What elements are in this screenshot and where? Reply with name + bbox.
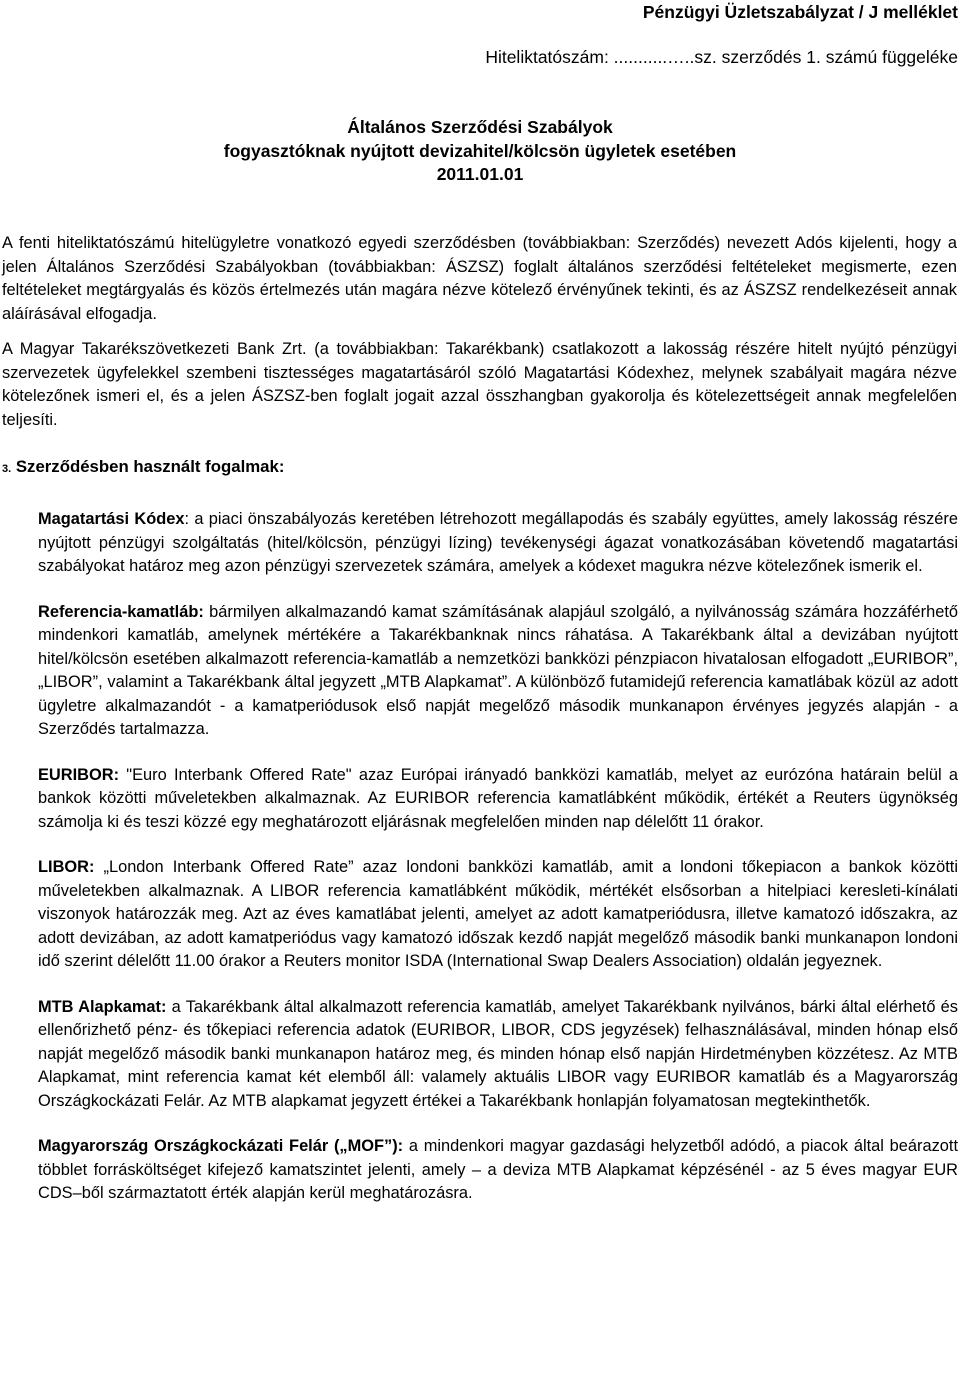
definition-item — [38, 996, 958, 1114]
definition-text: : a piaci önszabályozás keretében létrehozott megállapodás és szabály együttes, amely lakosság részére nyújtott pénzügyi szolgáltatás (hitel/kölcsön, pénzügyi lízing) tevékenységi ágazat vonatkozásában követendő magatartási szabályokat határoz meg azon pénzügyi szervezetek számára, amelyek a kódexet magukra nézve kötelezőnek ismerik el. — [38, 510, 958, 575]
section-heading — [2, 457, 284, 477]
definition-text: "Euro Interbank Offered Rate" azaz Európai irányadó bankközi kamatláb, melyet az eurózóna határain belül a bankok közötti műveletekben alkalmaznak. Az EURIBOR referencia kamatlábként működik, értékét a Reuters ügynökség számolja ki és teszi közzé egy meghatározott eljárásnak megfelelően minden nap délelőtt 11 órakor. — [38, 765, 958, 831]
title-line-2: fogyasztóknak nyújtott devizahitel/kölcsön ügyletek esetében — [223, 140, 737, 161]
title-line-1: Általános Szerződési Szabályok — [347, 117, 613, 137]
definition-text: „London Interbank Offered Rate” azaz londoni bankközi kamatláb, amit a londoni tőkepiacon a bankok közötti műveletekben alkalmaznak. A LIBOR referencia kamatlábként működik, mértékét elsősorban a hitelpiaci keresleti-kínálati viszonyok határozzák meg. Azt az éves kamatlábat jelenti, amelyet az adott kamatperiódusra, illetve kamatozó időszakra, az adott devizában, az adott kamatperiódus vagy kamatozó időszak kezdő napját megelőző második banki munkanapon londoni idő szerint délelőtt 11.00 órakor a Reuters monitor ISDA (International Swap Dealers Association) oldalán jegyeznek. — [38, 858, 958, 970]
definition-term: LIBOR: — [38, 858, 95, 876]
section-title: Szerződésben használt fogalmak: — [15, 457, 285, 476]
document-title-block — [0, 116, 960, 187]
definition-term: Magatartási Kódex — [38, 510, 185, 528]
definition-item — [38, 508, 958, 579]
intro-paragraph-1: A fenti hiteliktatószámú hitelügyletre vonatkozó egyedi szerződésben (továbbiakban: Szerződés) nevezett Adós kijelenti, hogy a jelen Általános Szerződési Szabályokban (továbbiakban: ÁSZSZ) foglalt általános szerződési feltételeket megismerte, ezen feltételeket megtárgyalás és közös értelmezés után magára nézve kötelező érvényűnek tekinti, és az ÁSZSZ rendelkezéseit annak aláírásával elfogadja. — [2, 234, 957, 323]
definition-item — [38, 601, 958, 742]
definition-term: Magyarország Országkockázati Felár („MOF”): — [38, 1137, 404, 1155]
definition-text: bármilyen alkalmazandó kamat számításának alapjául szolgáló, a nyilvánosság számára hozzáférhető mindenkori kamatláb, amelynek mértékére a Takarékbanknak nincs ráhatása. A Takarékbank által a devizában nyújtott hitel/kölcsön esetében alkalmazott referencia-kamatláb a nemzetközi bankközi pénzpiacon hivatalosan elfogadott „EURIBOR”, „LIBOR”, valamint a Takarékbank által jegyzett „MTB Alapkamat”. A különböző futamidejű referencia kamatlábak közül az adott ügyletre alkalmazandót - a kamatperiódusok első napját megelőző második munkanapon érvényes jegyzés alapján - a Szerződés tartalmazza. — [38, 602, 958, 738]
definition-item — [38, 1135, 958, 1206]
document-header-title: Pénzügyi Üzletszabályzat / J melléklet — [642, 2, 958, 22]
definition-item — [38, 764, 958, 835]
definition-term: EURIBOR: — [38, 765, 120, 784]
definition-item — [38, 856, 958, 974]
definition-term: Referencia-kamatláb: — [38, 602, 204, 621]
document-reference-line: Hiteliktatószám: ...........…..sz. szerződés 1. számú függeléke — [485, 47, 958, 67]
definition-term: MTB Alapkamat: — [38, 997, 167, 1016]
definition-text: a mindenkori magyar gazdasági helyzetből adódó, a piacok által beárazott többlet forrásköltséget kifejező kamatszintet jelenti, amely – a deviza MTB Alapkamat képzésénél - az 5 éves magyar EUR CDS–ből származtatott érték alapján kerül meghatározásra. — [38, 1137, 959, 1202]
section-number: 3. — [2, 463, 12, 475]
definition-text: a Takarékbank által alkalmazott referencia kamatláb, amelyet Takarékbank nyilvános, bárki által elérhető és ellenőrizhető pénz- és tőkepiaci referencia adatok (EURIBOR, LIBOR, CDS jegyzések) felhasználásával, minden hónap első napját megelőző második banki munkanapon határoz meg, és minden hónap első napján Hirdetményben közzétesz. Az MTB Alapkamat, mint referencia kamat két elemből áll: valamely aktuális LIBOR vagy EURIBOR kamatláb és a Magyarország Országkockázati Felár. Az MTB alapkamat jegyzett értékei a Takarékbank honlapján folyamatosan megtekinthetők. — [38, 997, 958, 1110]
intro-paragraph-2: A Magyar Takarékszövetkezeti Bank Zrt. (a továbbiakban: Takarékbank) csatlakozott a lakosság részére hitelt nyújtó pénzügyi szervezetek ügyfelekkel szembeni tisztességes magatartásáról szóló Magatartási Kódexhez, melynek szabályait magára nézve kötelezőnek ismeri el, és a jelen ÁSZSZ-ben foglalt jogait azzal összhangban gyakorolja és kötelezettségeit annak megfelelően teljesíti. — [2, 340, 957, 429]
title-date: 2011.01.01 — [436, 164, 524, 184]
definitions-list — [38, 508, 958, 1206]
intro-section — [2, 232, 957, 444]
